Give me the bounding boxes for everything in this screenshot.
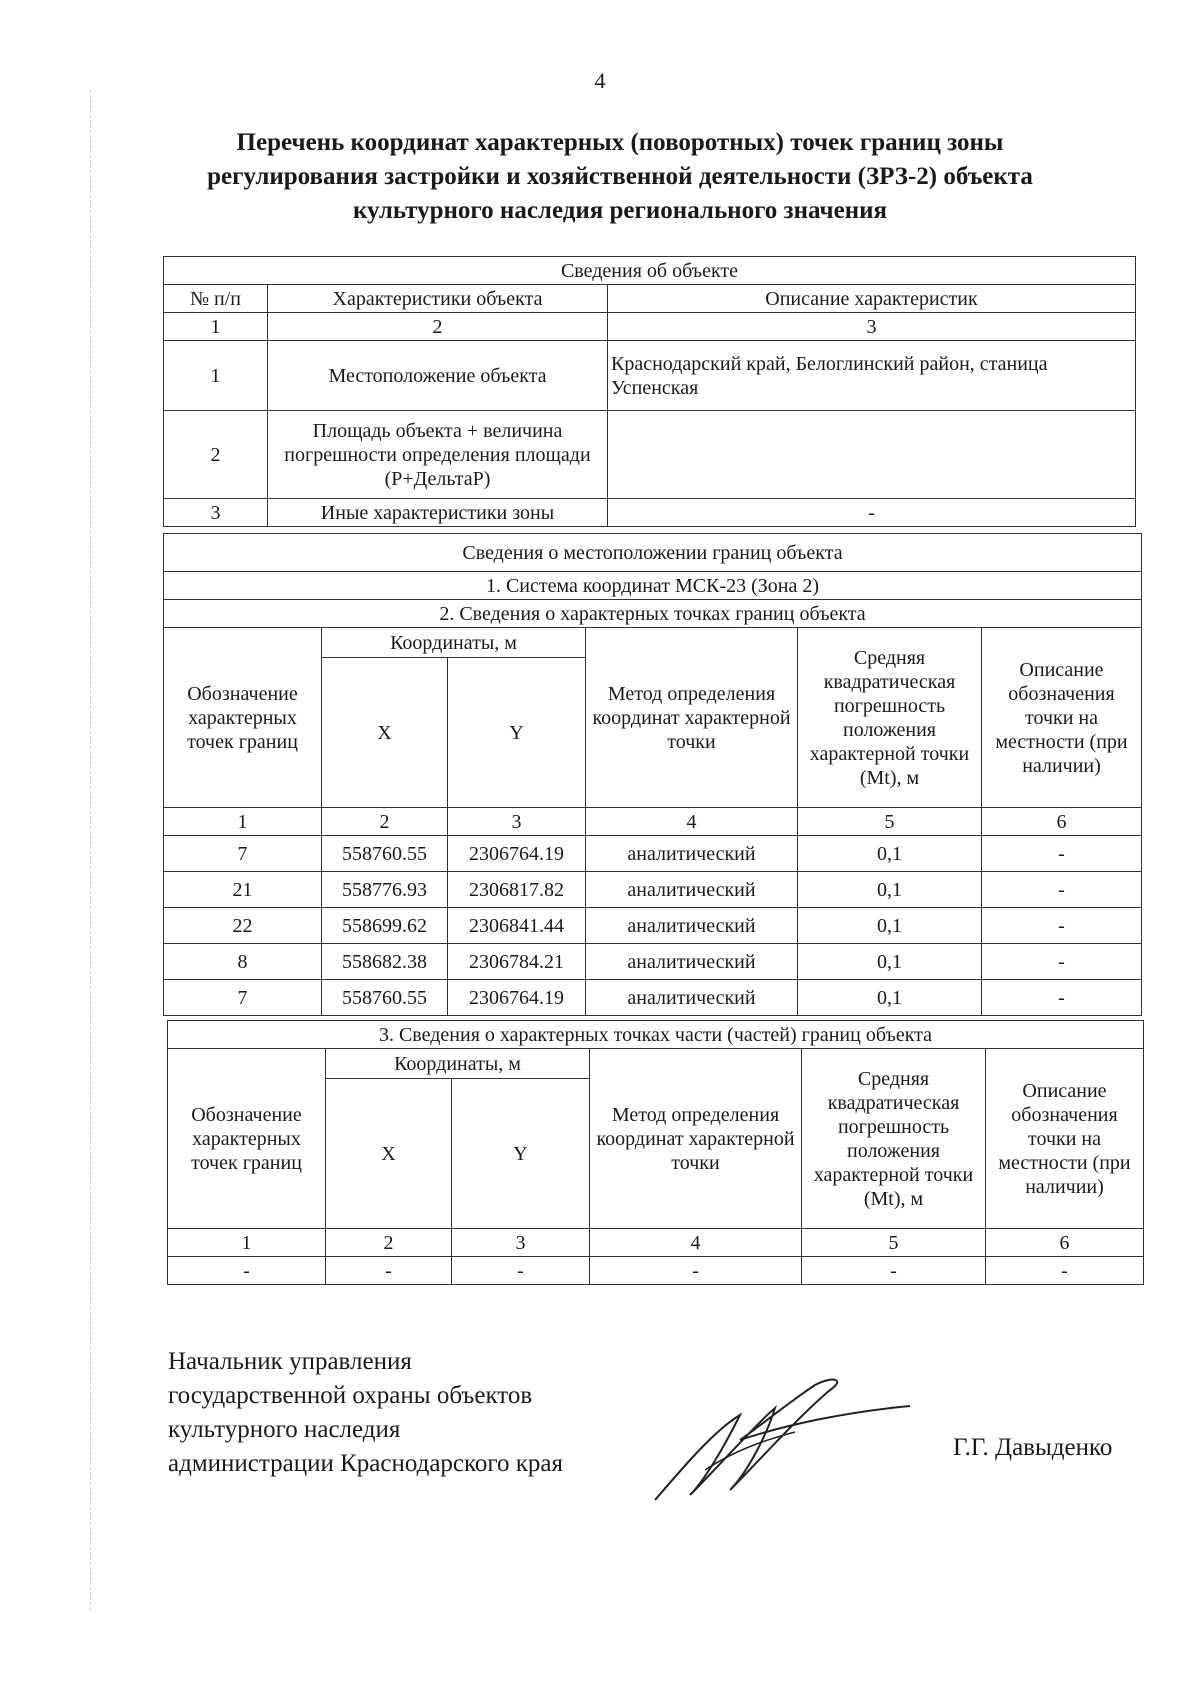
point-method: аналитический — [586, 944, 798, 980]
point-id: 8 — [164, 944, 322, 980]
col-number: 2 — [268, 313, 608, 341]
point-desc: - — [982, 944, 1142, 980]
col-number: 6 — [982, 808, 1142, 836]
parts-header: 3. Сведения о характерных точках части (частей) границ объекта — [168, 1021, 1144, 1049]
table-row — [164, 908, 1142, 944]
header-designation: Обозначение характерных точек границ — [168, 1049, 326, 1229]
point-mt: 0,1 — [798, 836, 982, 872]
point-desc: - — [982, 872, 1142, 908]
position-line: государственной охраны объектов — [168, 1382, 533, 1409]
col-number: 1 — [164, 808, 322, 836]
col-number: 5 — [798, 808, 982, 836]
part-desc: - — [986, 1257, 1144, 1285]
part-y: - — [452, 1257, 590, 1285]
point-id: 22 — [164, 908, 322, 944]
point-method: аналитический — [586, 908, 798, 944]
signatory-position — [168, 1345, 563, 1481]
page-number: 4 — [594, 68, 606, 93]
point-mt: 0,1 — [798, 944, 982, 980]
part-mt: - — [802, 1257, 986, 1285]
header-y: Y — [448, 658, 586, 808]
header-designation: Обозначение характерных точек границ — [164, 628, 322, 808]
point-x: 558760.55 — [322, 836, 448, 872]
coord-system: 1. Система координат МСК-23 (Зона 2) — [164, 572, 1142, 600]
point-y: 2306764.19 — [448, 836, 586, 872]
point-y: 2306817.82 — [448, 872, 586, 908]
header-x: X — [326, 1079, 452, 1229]
col-number: 1 — [164, 313, 268, 341]
point-method: аналитический — [586, 872, 798, 908]
document-title: Перечень координат характерных (поворотных) точек границ зоны регулирования застройки и хозяйственной деятельности (ЗРЗ-2) объекта культурного наследия регионального значения — [207, 129, 1033, 224]
col-number: 2 — [326, 1229, 452, 1257]
col-number: 5 — [802, 1229, 986, 1257]
header-coordinates: Координаты, м — [326, 1049, 590, 1079]
col-number: 3 — [448, 808, 586, 836]
col-number: 6 — [986, 1229, 1144, 1257]
table-row — [164, 872, 1142, 908]
header-method: Метод определения координат характерной точки — [590, 1049, 802, 1229]
scan-margin-line — [90, 90, 91, 1610]
col-number: 4 — [590, 1229, 802, 1257]
part-method: - — [590, 1257, 802, 1285]
point-x: 558776.93 — [322, 872, 448, 908]
point-x: 558699.62 — [322, 908, 448, 944]
signatory-name: Г.Г. Давыденко — [953, 1434, 1113, 1461]
boundaries-header: Сведения о местоположении границ объекта — [164, 534, 1142, 572]
point-y: 2306841.44 — [448, 908, 586, 944]
part-x: - — [326, 1257, 452, 1285]
col-header-description: Описание характеристик — [608, 285, 1136, 313]
point-y: 2306784.21 — [448, 944, 586, 980]
col-header-characteristic: Характеристики объекта — [268, 285, 608, 313]
position-line: культурного наследия — [168, 1416, 401, 1443]
part-points-table — [167, 1020, 1144, 1285]
object-info-header: Сведения об объекте — [164, 257, 1136, 285]
row-characteristic: Площадь объекта + величина погрешности определения площади (P+ДельтаP) — [268, 411, 608, 499]
header-error: Средняя квадратическая погрешность положения характерной точки (Mt), м — [798, 628, 982, 808]
table-row — [168, 1257, 1144, 1285]
point-mt: 0,1 — [798, 872, 982, 908]
point-desc: - — [982, 836, 1142, 872]
position-line: Начальник управления — [168, 1348, 412, 1375]
col-number: 3 — [608, 313, 1136, 341]
table-row — [164, 836, 1142, 872]
object-info-table — [163, 256, 1136, 527]
header-y: Y — [452, 1079, 590, 1229]
point-method: аналитический — [586, 836, 798, 872]
point-mt: 0,1 — [798, 908, 982, 944]
row-num: 3 — [164, 499, 268, 527]
boundary-points-table — [163, 533, 1142, 1016]
header-method: Метод определения координат характерной точки — [586, 628, 798, 808]
point-desc: - — [982, 980, 1142, 1016]
point-x: 558760.55 — [322, 980, 448, 1016]
col-header-num: № п/п — [164, 285, 268, 313]
header-description: Описание обозначения точки на местности (при наличии) — [982, 628, 1142, 808]
row-characteristic: Местоположение объекта — [268, 341, 608, 411]
point-id: 7 — [164, 836, 322, 872]
header-error: Средняя квадратическая погрешность положения характерной точки (Mt), м — [802, 1049, 986, 1229]
point-desc: - — [982, 908, 1142, 944]
col-number: 1 — [168, 1229, 326, 1257]
header-description: Описание обозначения точки на местности (при наличии) — [986, 1049, 1144, 1229]
row-characteristic: Иные характеристики зоны — [268, 499, 608, 527]
row-description: - — [608, 499, 1136, 527]
row-description: Краснодарский край, Белоглинский район, станица Успенская — [608, 341, 1136, 411]
table-row — [164, 944, 1142, 980]
row-num: 2 — [164, 411, 268, 499]
table-row — [164, 980, 1142, 1016]
point-x: 558682.38 — [322, 944, 448, 980]
position-line: администрации Краснодарского края — [168, 1450, 564, 1477]
point-method: аналитический — [586, 980, 798, 1016]
handwritten-signature — [645, 1370, 915, 1510]
row-num: 1 — [164, 341, 268, 411]
point-id: 21 — [164, 872, 322, 908]
point-mt: 0,1 — [798, 980, 982, 1016]
points-header: 2. Сведения о характерных точках границ объекта — [164, 600, 1142, 628]
header-coordinates: Координаты, м — [322, 628, 586, 658]
header-x: X — [322, 658, 448, 808]
part-id: - — [168, 1257, 326, 1285]
col-number: 2 — [322, 808, 448, 836]
point-y: 2306764.19 — [448, 980, 586, 1016]
col-number: 4 — [586, 808, 798, 836]
col-number: 3 — [452, 1229, 590, 1257]
point-id: 7 — [164, 980, 322, 1016]
row-description — [608, 411, 1136, 499]
